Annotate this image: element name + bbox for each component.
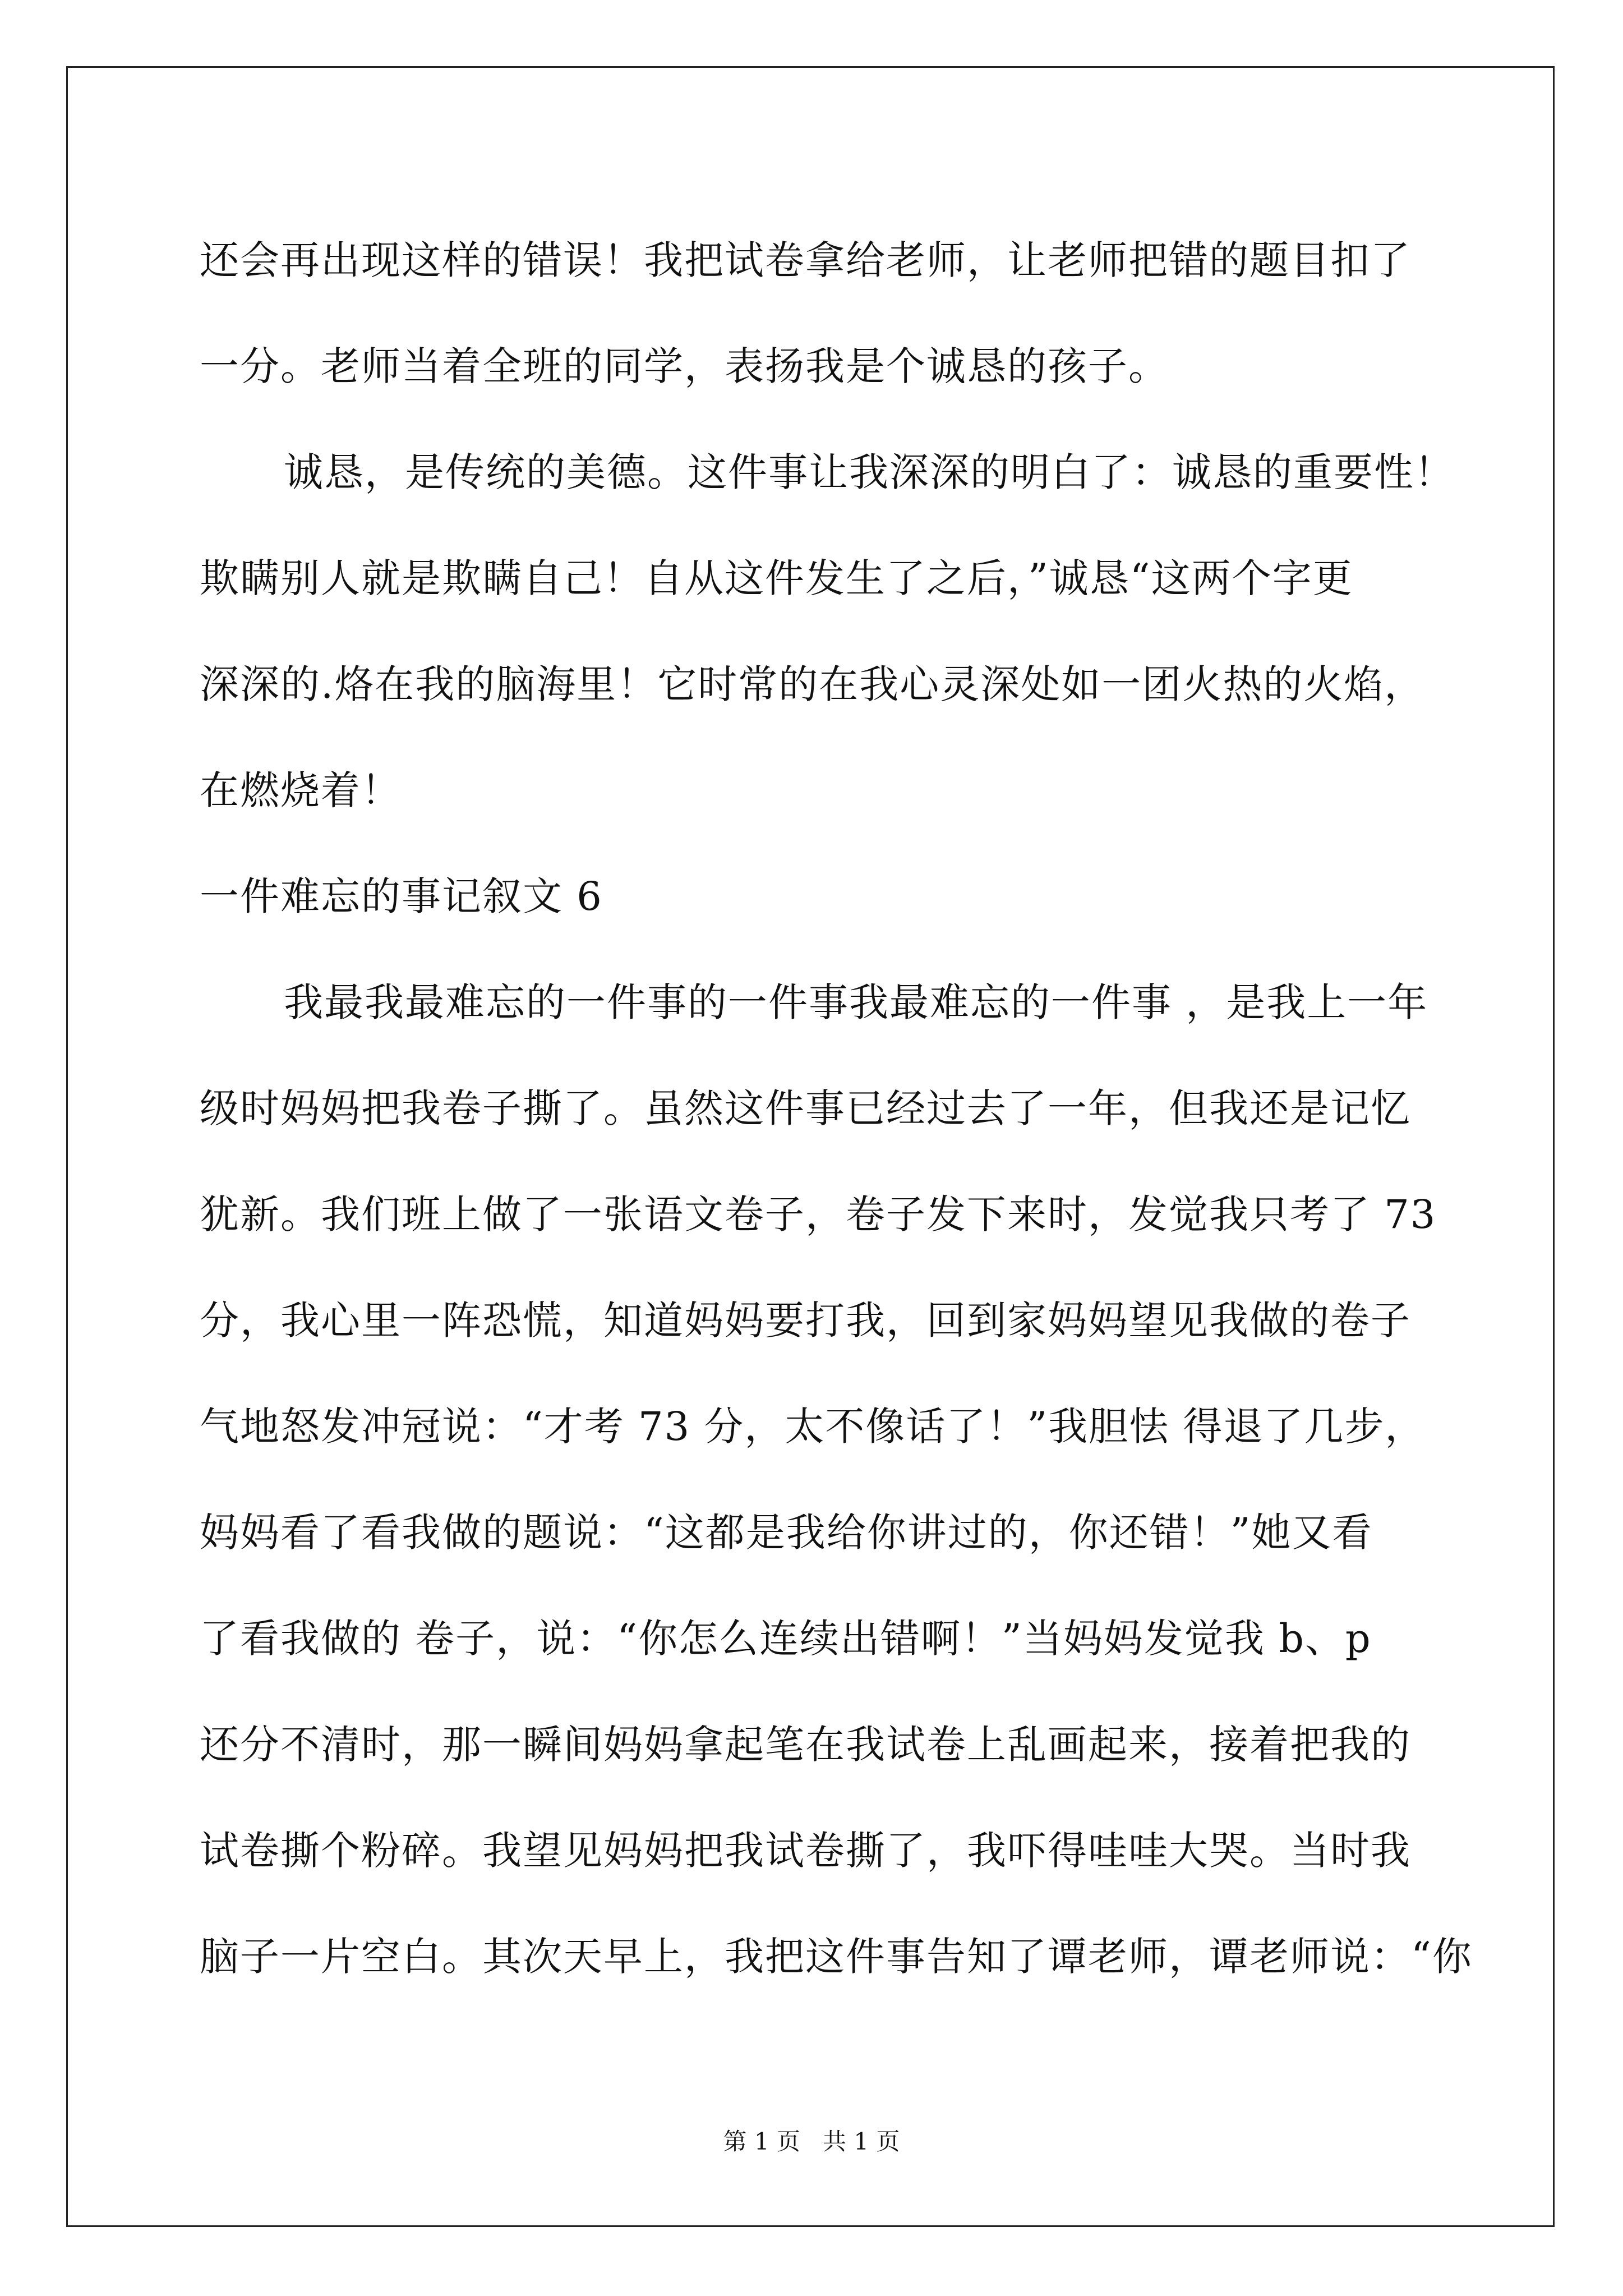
text-line: 深深的.烙在我的脑海里！它时常的在我心灵深处如一团火热的火焰， <box>200 661 1425 707</box>
paragraph-start-line: 诚恳，是传统的美德。这件事让我深深的明白了：诚恳的重要性！ <box>284 449 1455 495</box>
text-line: 气地怒发冲冠说：“才考 73 分，太不像话了！”我胆怯 得退了几步， <box>200 1404 1426 1450</box>
section-heading: 一件难忘的事记叙文 6 <box>200 873 603 919</box>
text-line: 试卷撕个粉碎。我望见妈妈把我试卷撕了，我吓得哇哇大哭。当时我 <box>200 1828 1411 1874</box>
text-line: 还会再出现这样的错误！我把试卷拿给老师，让老师把错的题目扣了 <box>200 237 1411 283</box>
text-line: 了看我做的 卷子，说：“你怎么连续出错啊！”当妈妈发觉我 b、p <box>200 1616 1372 1662</box>
text-line: 妈妈看了看我做的题说：“这都是我给你讲过的，你还错！”她又看 <box>200 1510 1373 1556</box>
page-footer: 第 1 页 共 1 页 <box>723 2128 900 2155</box>
text-line: 脑子一片空白。其次天早上，我把这件事告知了谭老师，谭老师说：“你 <box>200 1934 1473 1980</box>
text-line: 犹新。我们班上做了一张语文卷子，卷子发下来时，发觉我只考了 73 <box>200 1191 1437 1237</box>
text-line: 在燃烧着！ <box>200 767 402 813</box>
text-line: 还分不清时，那一瞬间妈妈拿起笔在我试卷上乱画起来，接着把我的 <box>200 1722 1411 1768</box>
document-body <box>200 208 1473 2010</box>
text-line: 欺瞒别人就是欺瞒自己！自从这件发生了之后，”诚恳“这两个字更 <box>200 555 1353 601</box>
paragraph-start-line: 我最我最难忘的一件事的一件事我最难忘的一件事 ，是我上一年 <box>284 979 1428 1025</box>
text-line: 分，我心里一阵恐慌，知道妈妈要打我，回到家妈妈望见我做的卷子 <box>200 1297 1411 1343</box>
text-line: 一分。老师当着全班的同学，表扬我是个诚恳的孩子。 <box>200 343 1169 389</box>
text-line: 级时妈妈把我卷子撕了。虽然这件事已经过去了一年，但我还是记忆 <box>200 1085 1411 1131</box>
